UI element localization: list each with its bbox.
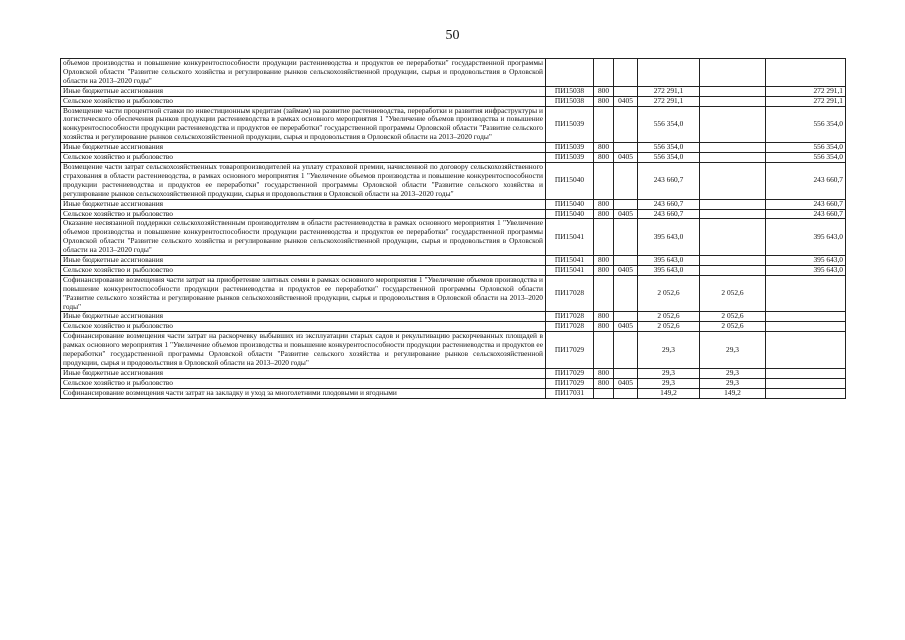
- table-row: [61, 368, 846, 378]
- cell-amount-regional: [766, 59, 846, 87]
- cell-section: [614, 312, 638, 322]
- cell-section: [614, 219, 638, 256]
- cell-section: [614, 59, 638, 87]
- table-row: [61, 209, 846, 219]
- cell-amount-total: 29,3: [638, 332, 700, 369]
- cell-name: Возмещение части процентной ставки по инвестиционным кредитам (займам) на развитие растениеводства, переработки и развития инфраструктуры и логистического обеспечения рынков продукции растениеводства в рамках основного мероприятия 1 "Увеличение объемов производства и повышение конкурентоспособности продукции растениеводства и продуктов ее переработки" государственной программы Орловской области "Развитие сельского хозяйства и регулирование рынков сельскохозяйственной продукции, сырья и продовольствия в Орловской области на 2013–2020 годы": [61, 106, 546, 143]
- cell-target-article: ПИ17029: [546, 378, 594, 388]
- cell-amount-total: 395 643,0: [638, 265, 700, 275]
- cell-target-article: ПИ15040: [546, 209, 594, 219]
- cell-section: [614, 388, 638, 398]
- cell-amount-regional: 243 660,7: [766, 209, 846, 219]
- cell-expense-type: 800: [594, 153, 614, 163]
- cell-amount-total: 556 354,0: [638, 143, 700, 153]
- cell-name: Иные бюджетные ассигнования: [61, 312, 546, 322]
- cell-amount-federal: 149,2: [700, 388, 766, 398]
- cell-target-article: ПИ15040: [546, 199, 594, 209]
- cell-amount-total: 2 052,6: [638, 322, 700, 332]
- cell-amount-federal: 2 052,6: [700, 322, 766, 332]
- cell-name: Иные бюджетные ассигнования: [61, 256, 546, 266]
- cell-target-article: [546, 59, 594, 87]
- cell-amount-federal: [700, 96, 766, 106]
- cell-section: [614, 199, 638, 209]
- table-row: [61, 322, 846, 332]
- cell-name: Сельское хозяйство и рыболовство: [61, 153, 546, 163]
- cell-amount-federal: [700, 209, 766, 219]
- table-row: [61, 378, 846, 388]
- cell-target-article: ПИ15039: [546, 106, 594, 143]
- cell-target-article: ПИ17028: [546, 312, 594, 322]
- cell-section: [614, 86, 638, 96]
- cell-section: [614, 143, 638, 153]
- cell-amount-federal: [700, 265, 766, 275]
- cell-name: Возмещение части затрат сельскохозяйственных товаропроизводителей на уплату страховой премии, начисленной по договору сельскохозяйственного страхования в области растениеводства, в рамках основного мероприятия 1 "Увеличение объемов производства и повышение конкурентоспособности продукции растениеводства и продуктов ее переработки" государственной программы Орловской области "Развитие сельского хозяйства и регулирование рынков сельскохозяйственной продукции, сырья и продовольствия в Орловской области на 2013–2020 годы": [61, 162, 546, 199]
- cell-section: 0405: [614, 209, 638, 219]
- table-row: [61, 332, 846, 369]
- cell-amount-regional: 556 354,0: [766, 106, 846, 143]
- cell-amount-regional: 395 643,0: [766, 219, 846, 256]
- cell-expense-type: 800: [594, 143, 614, 153]
- table-row: [61, 275, 846, 312]
- cell-amount-regional: 556 354,0: [766, 143, 846, 153]
- cell-amount-total: 2 052,6: [638, 312, 700, 322]
- cell-amount-regional: [766, 275, 846, 312]
- table-row: [61, 143, 846, 153]
- table-row: [61, 106, 846, 143]
- cell-target-article: ПИ15041: [546, 219, 594, 256]
- cell-name: Сельское хозяйство и рыболовство: [61, 96, 546, 106]
- cell-name: Иные бюджетные ассигнования: [61, 368, 546, 378]
- cell-amount-regional: [766, 388, 846, 398]
- cell-amount-total: 149,2: [638, 388, 700, 398]
- cell-expense-type: 800: [594, 199, 614, 209]
- cell-amount-federal: [700, 199, 766, 209]
- cell-expense-type: 800: [594, 265, 614, 275]
- cell-amount-regional: 395 643,0: [766, 265, 846, 275]
- cell-amount-total: 243 660,7: [638, 162, 700, 199]
- cell-amount-regional: 243 660,7: [766, 199, 846, 209]
- cell-section: [614, 256, 638, 266]
- cell-section: [614, 106, 638, 143]
- table-row: [61, 86, 846, 96]
- cell-expense-type: [594, 162, 614, 199]
- cell-amount-regional: [766, 332, 846, 369]
- cell-amount-regional: 243 660,7: [766, 162, 846, 199]
- cell-amount-regional: 272 291,1: [766, 86, 846, 96]
- table-row: [61, 162, 846, 199]
- cell-expense-type: 800: [594, 368, 614, 378]
- cell-name: Иные бюджетные ассигнования: [61, 143, 546, 153]
- table-row: [61, 388, 846, 398]
- cell-amount-regional: 556 354,0: [766, 153, 846, 163]
- cell-expense-type: 800: [594, 378, 614, 388]
- cell-amount-regional: 272 291,1: [766, 96, 846, 106]
- cell-name: Софинансирование возмещения части затрат на приобретение элитных семян в рамках основного мероприятия 1 "Увеличение объемов производства и повышение конкурентоспособности продукции растениеводства и продуктов ее переработки" государственной программы Орловской области "Развитие сельского хозяйства и регулирование рынков сельскохозяйственной продукции, сырья и продовольствия в Орловской области на 2013–2020 годы": [61, 275, 546, 312]
- cell-name: Иные бюджетные ассигнования: [61, 86, 546, 96]
- cell-amount-federal: 29,3: [700, 368, 766, 378]
- cell-amount-regional: [766, 312, 846, 322]
- cell-section: [614, 368, 638, 378]
- cell-amount-federal: [700, 219, 766, 256]
- cell-amount-federal: [700, 86, 766, 96]
- cell-section: 0405: [614, 153, 638, 163]
- cell-expense-type: [594, 219, 614, 256]
- cell-expense-type: 800: [594, 86, 614, 96]
- cell-target-article: ПИ15039: [546, 143, 594, 153]
- cell-target-article: ПИ15041: [546, 265, 594, 275]
- cell-section: 0405: [614, 265, 638, 275]
- cell-target-article: ПИ15041: [546, 256, 594, 266]
- cell-expense-type: [594, 388, 614, 398]
- cell-expense-type: [594, 106, 614, 143]
- cell-expense-type: [594, 59, 614, 87]
- table-row: [61, 96, 846, 106]
- cell-target-article: ПИ17029: [546, 332, 594, 369]
- cell-amount-total: 395 643,0: [638, 219, 700, 256]
- cell-target-article: ПИ17029: [546, 368, 594, 378]
- cell-name: Софинансирование возмещения части затрат на закладку и уход за многолетними плодовыми и ягодными: [61, 388, 546, 398]
- cell-target-article: ПИ17028: [546, 322, 594, 332]
- cell-amount-federal: [700, 153, 766, 163]
- cell-amount-total: 556 354,0: [638, 106, 700, 143]
- cell-amount-total: 272 291,1: [638, 96, 700, 106]
- cell-name: Сельское хозяйство и рыболовство: [61, 265, 546, 275]
- cell-target-article: ПИ15038: [546, 86, 594, 96]
- cell-expense-type: 800: [594, 96, 614, 106]
- table-row: [61, 256, 846, 266]
- cell-amount-federal: 29,3: [700, 332, 766, 369]
- cell-section: 0405: [614, 378, 638, 388]
- cell-amount-regional: [766, 368, 846, 378]
- cell-target-article: ПИ15038: [546, 96, 594, 106]
- table-row: [61, 219, 846, 256]
- cell-expense-type: 800: [594, 256, 614, 266]
- cell-amount-federal: 29,3: [700, 378, 766, 388]
- table-row: [61, 59, 846, 87]
- cell-section: 0405: [614, 322, 638, 332]
- cell-name: объемов производства и повышение конкурентоспособности продукции растениеводства и продуктов ее переработки" государственной программы Орловской области "Развитие сельского хозяйства и регулирование рынков сельскохозяйственной продукции, сырья и продовольствия в Орловской области на 2013–2020 годы": [61, 59, 546, 87]
- cell-name: Иные бюджетные ассигнования: [61, 199, 546, 209]
- table-row: [61, 312, 846, 322]
- table-row: [61, 153, 846, 163]
- cell-amount-federal: [700, 106, 766, 143]
- cell-section: [614, 332, 638, 369]
- cell-amount-federal: [700, 162, 766, 199]
- cell-name: Оказание несвязанной поддержки сельскохозяйственным производителям в области растениеводства в рамках основного мероприятия 1 "Увеличение объемов производства и повышение конкурентоспособности продукции растениеводства и продуктов ее переработки" государственной программы Орловской области "Развитие сельского хозяйства и регулирование рынков сельскохозяйственной продукции, сырья и продовольствия в Орловской области на 2013–2020 годы": [61, 219, 546, 256]
- cell-amount-total: 272 291,1: [638, 86, 700, 96]
- cell-amount-total: 2 052,6: [638, 275, 700, 312]
- cell-target-article: ПИ17028: [546, 275, 594, 312]
- cell-expense-type: [594, 332, 614, 369]
- cell-expense-type: 800: [594, 209, 614, 219]
- cell-amount-total: 29,3: [638, 368, 700, 378]
- cell-expense-type: 800: [594, 322, 614, 332]
- budget-table: [60, 58, 846, 399]
- cell-amount-regional: [766, 378, 846, 388]
- cell-amount-federal: 2 052,6: [700, 312, 766, 322]
- cell-section: 0405: [614, 96, 638, 106]
- cell-expense-type: 800: [594, 312, 614, 322]
- cell-amount-regional: [766, 322, 846, 332]
- cell-name: Сельское хозяйство и рыболовство: [61, 322, 546, 332]
- page-number: 50: [445, 28, 460, 43]
- cell-amount-total: 243 660,7: [638, 209, 700, 219]
- cell-amount-total: [638, 59, 700, 87]
- cell-amount-total: 29,3: [638, 378, 700, 388]
- cell-amount-federal: [700, 59, 766, 87]
- cell-name: Сельское хозяйство и рыболовство: [61, 209, 546, 219]
- cell-name: Софинансирование возмещения части затрат на раскорчевку выбывших из эксплуатации старых садов и рекультивацию раскорчеванных площадей в рамках основного мероприятия 1 "Увеличение объемов производства и повышение конкурентоспособности продукции растениеводства и продуктов ее переработки" государственной программы Орловской области "Развитие сельского хозяйства и регулирование рынков сельскохозяйственной продукции, сырья и продовольствия в Орловской области на 2013–2020 годы": [61, 332, 546, 369]
- cell-amount-total: 243 660,7: [638, 199, 700, 209]
- cell-section: [614, 162, 638, 199]
- cell-amount-federal: [700, 256, 766, 266]
- table-row: [61, 199, 846, 209]
- cell-amount-total: 395 643,0: [638, 256, 700, 266]
- table-body: [61, 59, 846, 399]
- cell-target-article: ПИ15039: [546, 153, 594, 163]
- cell-amount-federal: [700, 143, 766, 153]
- cell-target-article: ПИ17031: [546, 388, 594, 398]
- cell-amount-regional: 395 643,0: [766, 256, 846, 266]
- cell-name: Сельское хозяйство и рыболовство: [61, 378, 546, 388]
- cell-expense-type: [594, 275, 614, 312]
- cell-target-article: ПИ15040: [546, 162, 594, 199]
- table-row: [61, 265, 846, 275]
- cell-amount-total: 556 354,0: [638, 153, 700, 163]
- cell-section: [614, 275, 638, 312]
- cell-amount-federal: 2 052,6: [700, 275, 766, 312]
